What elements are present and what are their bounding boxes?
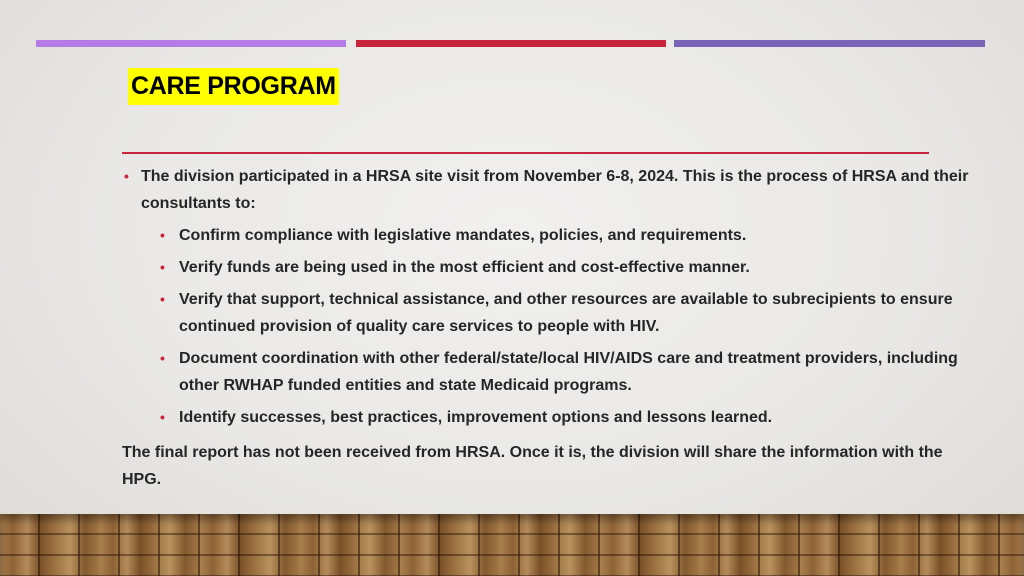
sub-bullet-item (122, 345, 982, 399)
sub-bullet-item (122, 222, 982, 249)
sub-bullet-text: Verify funds are being used in the most efficient and cost-effective manner. (179, 259, 750, 276)
sub-bullet-text: Verify that support, technical assistance, and other resources are available to subrecipients to ensure continued provision of quality care services to people with HIV. (179, 291, 953, 335)
wood-floor-decoration (0, 514, 1024, 576)
sub-bullet-item (122, 286, 982, 340)
sub-bullet-text: Confirm compliance with legislative mandates, policies, and requirements. (179, 227, 747, 244)
accent-bar-purple (674, 40, 985, 47)
sub-bullet-item (122, 254, 982, 281)
bullet-dot-icon: • (160, 350, 165, 366)
title-underline-rule (122, 152, 929, 154)
accent-bar-red (356, 40, 666, 47)
bullet-dot-icon: • (160, 227, 165, 243)
bullet-text: The division participated in a HRSA site visit from November 6-8, 2024. This is the process of HRSA and their consultants to: (141, 168, 969, 212)
accent-bar-violet (36, 40, 346, 47)
slide-title-highlight (128, 68, 339, 105)
sub-bullet-item (122, 404, 982, 431)
bullet-item (122, 163, 982, 217)
sub-bullet-text: Document coordination with other federal/state/local HIV/AIDS care and treatment providers, including other RWHAP funded entities and state Medicaid programs. (179, 350, 958, 394)
bullet-dot-icon: • (160, 409, 165, 425)
bullet-dot-icon: • (124, 168, 129, 184)
slide-body (122, 163, 982, 493)
closing-paragraph: The final report has not been received from HRSA. Once it is, the division will share the information with the HPG. (122, 444, 943, 488)
sub-bullet-text: Identify successes, best practices, improvement options and lessons learned. (179, 409, 773, 426)
bullet-dot-icon: • (160, 259, 165, 275)
bullet-dot-icon: • (160, 291, 165, 307)
slide-title: CARE PROGRAM (131, 72, 336, 100)
